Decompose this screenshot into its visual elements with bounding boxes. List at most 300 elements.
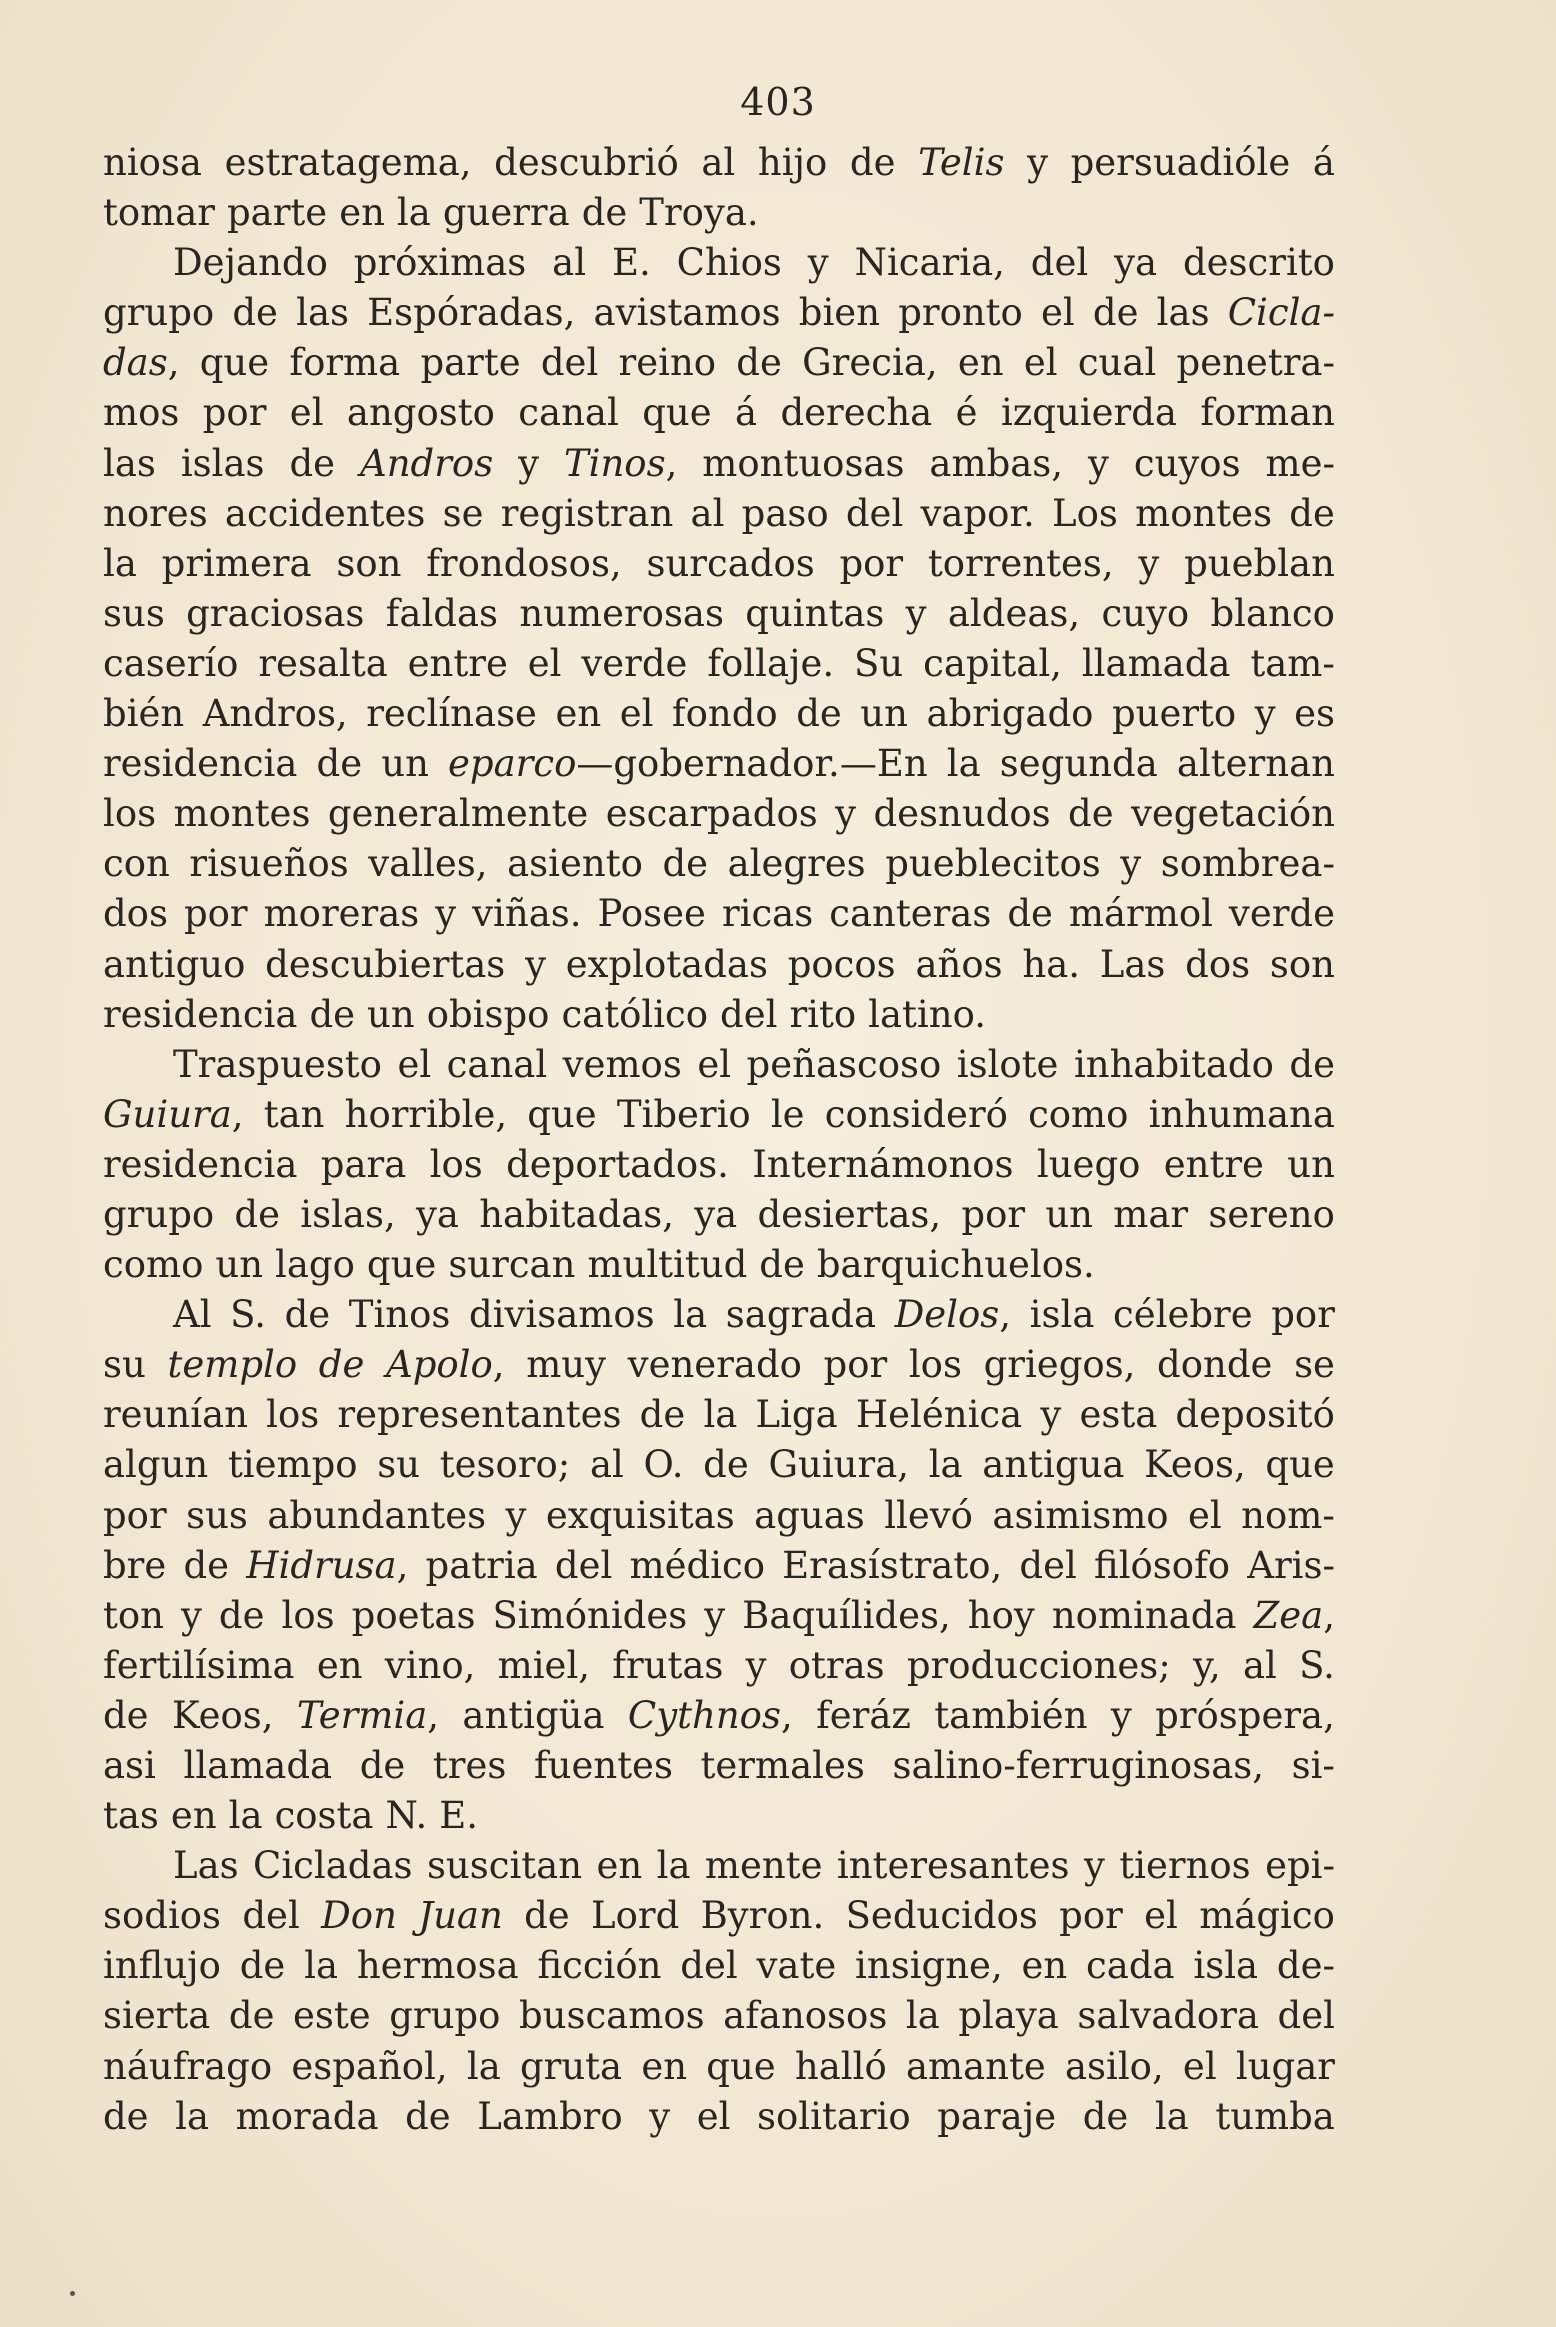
word: el: [696, 2094, 731, 2138]
word: y: [745, 1643, 767, 1687]
word: la: [304, 1944, 339, 1988]
word: Juan: [418, 1894, 503, 1938]
word: quintas: [745, 591, 885, 635]
text-line: [103, 138, 1335, 188]
word: y: [1083, 1844, 1105, 1888]
word: ambas,: [929, 441, 1064, 485]
word: Seducidos: [845, 1894, 1038, 1938]
word: cuyo: [1101, 591, 1190, 635]
word: Lambro: [477, 2094, 623, 2138]
word: el: [527, 641, 562, 685]
word: y: [905, 591, 927, 635]
word: años: [915, 942, 1003, 986]
text-line: [103, 1190, 1335, 1240]
word: algun: [103, 1443, 209, 1487]
word: español,: [291, 2044, 448, 2088]
word: frutas: [612, 1643, 724, 1687]
word: reclínase: [366, 692, 537, 736]
word: fertilísima: [103, 1643, 295, 1687]
text-line: [103, 1140, 1335, 1190]
word: en: [170, 1794, 217, 1838]
word: mar: [1113, 1192, 1189, 1236]
word: alegres: [727, 842, 866, 886]
word: frondosos,: [426, 541, 622, 585]
word: suscitan: [426, 1844, 583, 1888]
word: consideró: [824, 1092, 1008, 1136]
word: Erasístrato,: [782, 1543, 1003, 1587]
text-line: [103, 739, 1335, 789]
text-line: [103, 1290, 1335, 1340]
word: abrigado: [926, 692, 1094, 736]
word: un: [1287, 1142, 1335, 1186]
word: otras: [788, 1643, 885, 1687]
word: de: [218, 1593, 265, 1637]
word: de: [405, 2094, 451, 2138]
word: alternan: [1176, 742, 1335, 786]
word: Apolo,: [386, 1343, 505, 1387]
word: del: [720, 992, 778, 1036]
word: al: [1242, 1643, 1277, 1687]
text-line: [103, 1440, 1335, 1490]
word: é: [955, 391, 978, 435]
word: que: [642, 391, 712, 435]
word: latino.: [868, 992, 986, 1036]
word: Termia,: [296, 1693, 440, 1737]
word: un: [381, 742, 429, 786]
word: interesantes: [836, 1844, 1070, 1888]
word: ya: [415, 1192, 459, 1236]
word: en: [641, 2044, 688, 2088]
word: abundantes: [267, 1493, 487, 1537]
word: fuentes: [533, 1744, 673, 1787]
word: los: [103, 792, 157, 836]
word: ha.: [1022, 942, 1081, 986]
word: las: [103, 441, 156, 485]
text-line: [103, 1641, 1335, 1691]
word: influjo: [103, 1944, 221, 1988]
word: isla: [1193, 1944, 1259, 1988]
word: divisamos: [469, 1293, 655, 1337]
word: Andros,: [202, 692, 348, 736]
word: tres: [432, 1744, 507, 1787]
word: estratagema,: [224, 141, 472, 184]
text-line: [103, 1390, 1335, 1440]
word: epi-: [1265, 1844, 1335, 1888]
word: sus: [103, 591, 165, 635]
word: Helénica: [855, 1393, 1023, 1437]
word: y: [181, 1593, 202, 1637]
text-line: [103, 1991, 1335, 2041]
word: venerado: [627, 1343, 802, 1387]
word: follaje.: [707, 641, 835, 685]
word: Aris-: [1247, 1543, 1335, 1587]
word: miel,: [497, 1643, 591, 1687]
word: y: [807, 241, 829, 285]
word: tesoro;: [439, 1443, 571, 1487]
word: la: [103, 541, 137, 585]
word: segunda: [999, 742, 1158, 786]
word: los: [908, 1343, 962, 1387]
word: E.: [611, 241, 651, 285]
word: angosto: [346, 391, 495, 435]
word: viñas.: [472, 892, 582, 936]
word: sodios: [103, 1894, 222, 1938]
text-line: [103, 489, 1335, 539]
text-line: [103, 1340, 1335, 1390]
word: producciones;: [906, 1643, 1171, 1687]
word: la: [396, 191, 431, 235]
word: un: [367, 992, 415, 1036]
word: y: [649, 2094, 671, 2138]
word: y: [704, 1593, 726, 1637]
word: S.: [1299, 1643, 1335, 1687]
text-line: [103, 1741, 1335, 1791]
word: hijo: [757, 141, 828, 184]
text-line: [103, 839, 1335, 889]
word: rito: [789, 992, 857, 1036]
word: á: [735, 391, 758, 435]
word: grupo: [389, 1994, 501, 2038]
word: vate: [756, 1944, 837, 1988]
word: de: [1068, 792, 1114, 836]
word: surcan: [448, 1243, 576, 1287]
word: Las: [1099, 942, 1166, 986]
word: descubiertas: [265, 942, 506, 986]
word: avistamos: [593, 291, 781, 335]
word: la: [175, 2094, 210, 2138]
word: isla: [1029, 1293, 1095, 1337]
word: Keos,: [171, 1693, 274, 1737]
word: Las: [173, 1844, 239, 1888]
word: un: [860, 692, 908, 736]
word: nominada: [1051, 1593, 1237, 1637]
text-line: [103, 1891, 1335, 1941]
text-line: [103, 388, 1335, 438]
text-line: [103, 1240, 1335, 1290]
word: de: [183, 1543, 230, 1587]
word: Simónides: [492, 1593, 688, 1637]
word: con: [103, 842, 170, 886]
word: por: [1271, 1293, 1335, 1337]
word: cada: [1086, 1944, 1175, 1988]
word: surcados: [646, 541, 815, 585]
word: para: [320, 1142, 407, 1186]
word: residencia: [103, 1142, 298, 1186]
word: montuosas: [702, 441, 905, 485]
word: Tinos,: [563, 441, 678, 485]
text-line: [103, 2042, 1335, 2092]
word: como: [1028, 1092, 1129, 1136]
word: ya: [1114, 241, 1158, 285]
word: de: [1082, 2094, 1129, 2138]
word: grupo: [103, 291, 215, 335]
word: halló: [794, 2044, 887, 2088]
word: del: [554, 1543, 613, 1587]
word: del: [1030, 241, 1089, 285]
word: deportados.: [506, 1142, 729, 1186]
word: de: [103, 2094, 149, 2138]
word: Los: [1052, 491, 1118, 535]
word: solitario: [757, 2094, 911, 2138]
text-line: [103, 1541, 1335, 1591]
word: costa: [274, 1794, 374, 1838]
text-line: [103, 1591, 1335, 1641]
word: y: [525, 942, 546, 986]
word: y: [1040, 1393, 1062, 1437]
word: por: [961, 1192, 1026, 1236]
word: Cicladas: [253, 1844, 413, 1888]
word: tan: [263, 1092, 325, 1136]
word: reunían: [103, 1393, 248, 1437]
word: exquisitas: [545, 1493, 735, 1537]
word: de: [316, 742, 363, 786]
word: forma: [289, 341, 401, 385]
word: cual: [1077, 341, 1157, 385]
word: y: [505, 1493, 527, 1537]
word: el: [619, 692, 654, 736]
word: llamada: [183, 1744, 333, 1787]
word: de: [796, 692, 842, 736]
word: tomar: [103, 191, 215, 235]
word: esta: [1079, 1393, 1158, 1437]
word: Su: [854, 641, 904, 685]
word: hoy: [967, 1593, 1035, 1637]
word: me-: [1265, 441, 1335, 485]
word: patria: [425, 1543, 538, 1587]
word: si-: [1291, 1744, 1335, 1787]
page-number: 403: [740, 80, 816, 124]
word: su: [103, 1343, 146, 1387]
word: montes: [1135, 491, 1273, 535]
text-line: [103, 1040, 1335, 1090]
word: las: [1156, 291, 1210, 335]
word: y: [1027, 141, 1048, 184]
word: bre: [103, 1543, 167, 1587]
word: verde: [1228, 892, 1335, 936]
word: tam-: [1250, 641, 1335, 685]
text-line: [103, 338, 1335, 388]
word: das,: [103, 341, 180, 385]
word: la: [673, 1293, 708, 1337]
text-line: [103, 539, 1335, 589]
word: penetra-: [1176, 341, 1335, 385]
word: S.: [230, 1293, 266, 1337]
word: que: [1265, 1443, 1335, 1487]
word: canal: [446, 1042, 548, 1086]
word: el: [1188, 1493, 1222, 1537]
text-line: [103, 789, 1335, 839]
word: y: [518, 441, 540, 485]
word: inhabitado: [1073, 1042, 1274, 1086]
word: peñascoso: [746, 1042, 942, 1086]
word: antigua: [982, 1443, 1125, 1487]
word: muy: [526, 1343, 607, 1387]
word: la: [946, 742, 981, 786]
word: vegetación: [1131, 792, 1335, 836]
word: del: [680, 1944, 738, 1988]
word: el: [1144, 1894, 1178, 1938]
word: pocos: [787, 942, 896, 986]
word: Cicla-: [1227, 291, 1335, 335]
word: islas: [180, 441, 265, 485]
word: inhumana: [1148, 1092, 1335, 1136]
word: aguas: [754, 1493, 865, 1537]
word: de: [359, 1744, 406, 1787]
word: horrible,: [344, 1092, 508, 1136]
text-line: [103, 639, 1335, 689]
word: mágico: [1199, 1894, 1335, 1938]
word: bién: [103, 692, 185, 736]
word: llamada: [1081, 641, 1231, 685]
word: que: [199, 341, 270, 385]
word: Andros: [360, 441, 494, 485]
word: paraje: [937, 2094, 1057, 2138]
word: termales: [700, 1744, 865, 1787]
word: habitadas,: [479, 1192, 675, 1236]
word: y: [1120, 842, 1142, 886]
word: obispo: [426, 992, 550, 1036]
word: Grecia,: [802, 341, 938, 385]
text-line: [103, 1791, 1335, 1841]
word: caserío: [103, 641, 239, 685]
word: el: [1041, 291, 1075, 335]
word: dos: [1185, 942, 1251, 986]
word: numerosas: [519, 591, 724, 635]
word: Liga: [755, 1393, 838, 1437]
word: eparco—gobernador.—En: [448, 742, 928, 786]
word: al: [589, 1443, 624, 1487]
word: Tiberio: [616, 1092, 751, 1136]
word: de: [1289, 1042, 1335, 1086]
word: y: [435, 892, 457, 936]
word: de: [228, 1994, 275, 2038]
word: Guiura,: [103, 1092, 244, 1136]
word: aldeas,: [947, 591, 1081, 635]
word: próspera,: [1155, 1693, 1335, 1737]
word: Byron.: [700, 1894, 825, 1938]
word: de: [103, 1693, 149, 1737]
word: Chios: [676, 241, 782, 285]
word: feráz: [816, 1693, 911, 1737]
text-line: [103, 990, 1335, 1040]
word: lago: [275, 1243, 355, 1287]
word: afanosos: [723, 1994, 888, 2038]
word: de: [662, 842, 709, 886]
word: niosa: [103, 141, 202, 184]
word: sierta: [103, 1994, 211, 2038]
word: que: [706, 2044, 776, 2088]
word: N.: [385, 1794, 428, 1838]
word: y: [1110, 1693, 1132, 1737]
word: de: [309, 992, 356, 1036]
word: el: [289, 391, 324, 435]
word: de: [736, 341, 782, 385]
word: los: [281, 1593, 335, 1637]
word: descubrió: [494, 141, 679, 184]
word: entre: [407, 641, 508, 685]
word: y: [835, 792, 857, 836]
word: valles,: [368, 842, 488, 886]
word: griegos,: [983, 1343, 1136, 1387]
word: por: [202, 391, 267, 435]
word: las: [296, 291, 349, 335]
word: parte: [226, 191, 328, 235]
word: residencia: [103, 742, 298, 786]
word: del: [242, 1894, 300, 1938]
word: de: [1289, 491, 1335, 535]
word: parte: [420, 341, 521, 385]
word: ya: [694, 1192, 738, 1236]
word: playa: [958, 1994, 1059, 2038]
word: Tinos: [348, 1293, 451, 1337]
word: se: [1294, 1343, 1335, 1387]
word: desiertas,: [757, 1192, 942, 1236]
word: de: [1092, 291, 1139, 335]
word: del: [1019, 1543, 1077, 1587]
word: la: [1154, 2094, 1189, 2138]
word: de: [849, 141, 896, 184]
word: amante: [905, 2044, 1046, 2088]
word: al: [701, 141, 736, 184]
word: un: [215, 1243, 264, 1287]
word: este: [293, 1994, 371, 2038]
word: por: [823, 1343, 888, 1387]
word: hermosa: [356, 1944, 519, 1988]
word: por: [839, 541, 904, 585]
word: sus: [186, 1493, 248, 1537]
word: grupo: [103, 1192, 215, 1236]
word: Delos,: [894, 1293, 1012, 1337]
text-line: [103, 288, 1335, 338]
word: la: [703, 1393, 738, 1437]
word: el: [1182, 2044, 1217, 2088]
word: por: [183, 892, 248, 936]
word: explotadas: [565, 942, 768, 986]
text-line: [103, 589, 1335, 639]
word: que: [366, 1243, 437, 1287]
text-line: [103, 188, 1335, 238]
text-line: [103, 1090, 1335, 1140]
word: Al: [173, 1293, 212, 1337]
word: resalta: [258, 641, 388, 685]
word: registran: [500, 491, 674, 535]
word: Baquílides,: [742, 1593, 951, 1637]
word: forman: [1200, 391, 1335, 435]
word: en: [957, 341, 1004, 385]
word: un: [1045, 1192, 1093, 1236]
word: mármol: [1068, 892, 1213, 936]
word: sagrada: [725, 1293, 877, 1337]
word: llevó: [884, 1493, 973, 1537]
word: insigne,: [855, 1944, 1003, 1988]
word: la: [656, 1844, 691, 1888]
word: torrentes,: [927, 541, 1114, 585]
word: de: [234, 1192, 281, 1236]
word: derecha: [780, 391, 933, 435]
word: nom-: [1241, 1493, 1335, 1537]
word: Troya.: [639, 191, 759, 235]
word: Cythnos,: [627, 1693, 793, 1737]
word: y: [1138, 541, 1160, 585]
word: representantes: [337, 1393, 622, 1437]
word: Keos,: [1144, 1443, 1246, 1487]
word: ricas: [721, 892, 814, 936]
word: de: [318, 1343, 365, 1387]
word: islote: [956, 1042, 1059, 1086]
text-line: [103, 1491, 1335, 1541]
word: vemos: [562, 1042, 682, 1086]
word: se: [442, 491, 484, 535]
